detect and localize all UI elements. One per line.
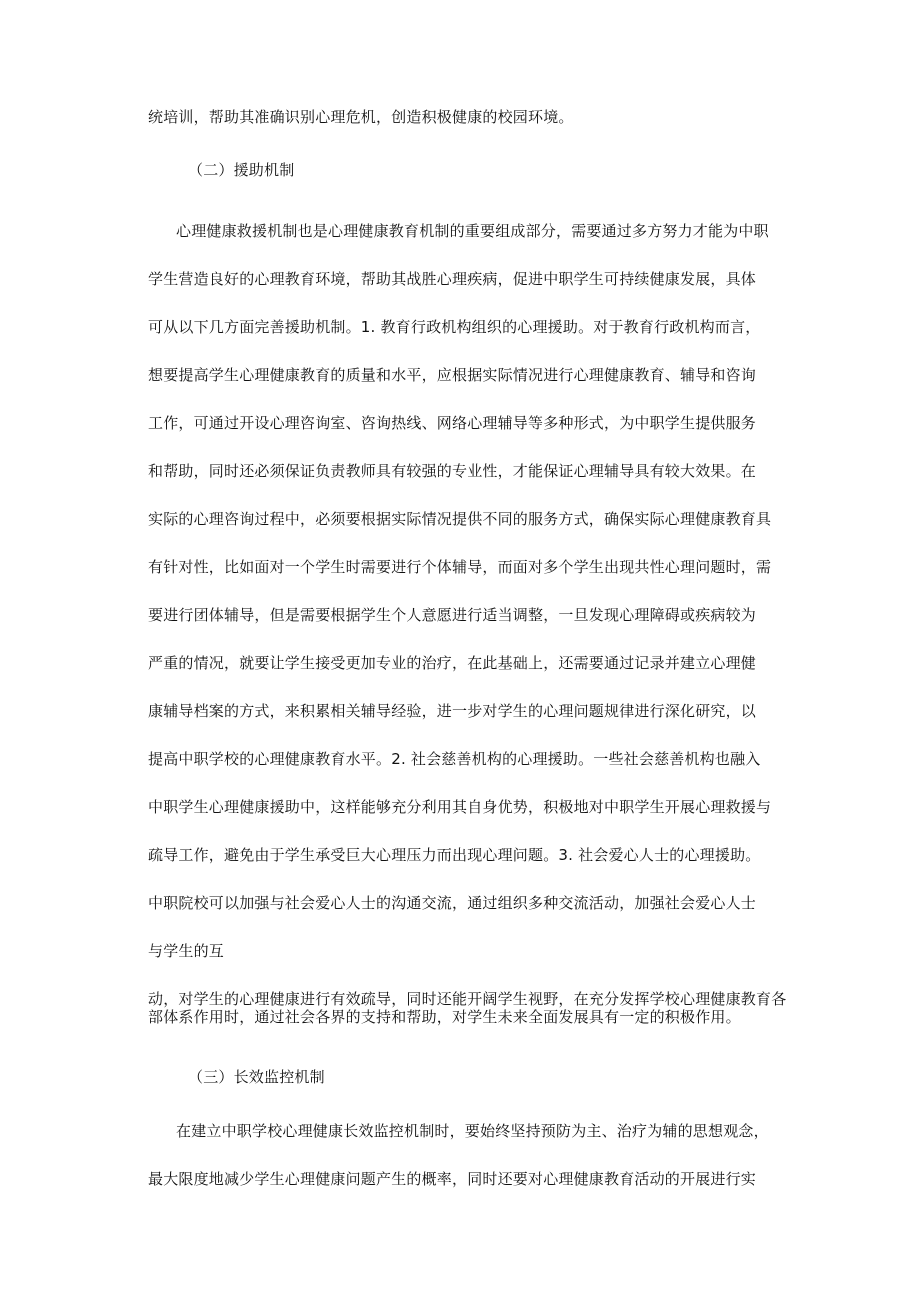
paragraph-line: 与学生的互: [148, 942, 225, 960]
paragraph-line: 想要提高学生心理健康教育的质量和水平，应根据实际情况进行心理健康教育、辅导和咨询: [148, 366, 757, 384]
paragraph-line: 工作，可通过开设心理咨询室、咨询热线、网络心理辅导等多种形式，为中职学生提供服务: [148, 414, 757, 432]
paragraph-line: 在建立中职学校心理健康长效监控机制时，要始终坚持预防为主、治疗为辅的思想观念，: [176, 1122, 769, 1140]
paragraph-line: 康辅导档案的方式，来积累相关辅导经验，进一步对学生的心理问题规律进行深化研究，以: [148, 702, 757, 720]
paragraph-line: 有针对性，比如面对一个学生时需要进行个体辅导，而面对多个学生出现共性心理问题时，需: [148, 558, 772, 576]
paragraph-line: 最大限度地减少学生心理健康问题产生的概率，同时还要对心理健康教育活动的开展进行实: [148, 1170, 757, 1188]
paragraph-line: 统培训，帮助其准确识别心理危机，创造积极健康的校园环境。: [148, 108, 574, 126]
paragraph-line: 心理健康救援机制也是心理健康教育机制的重要组成部分，需要通过多方努力才能为中职: [176, 222, 769, 240]
section-heading-assistance: （二）援助机制: [188, 161, 295, 179]
paragraph-line: 中职院校可以加强与社会爱心人士的沟通交流，通过组织多种交流活动，加强社会爱心人士: [148, 894, 757, 912]
paragraph-line: 学生营造良好的心理教育环境，帮助其战胜心理疾病，促进中职学生可持续健康发展，具体: [148, 270, 757, 288]
section-heading-monitoring: （三）长效监控机制: [188, 1068, 325, 1086]
paragraph-line: 要进行团体辅导，但是需要根据学生个人意愿进行适当调整，一旦发现心理障碍或疾病较为: [148, 606, 757, 624]
paragraph-line: 提高中职学校的心理健康教育水平。2. 社会慈善机构的心理援助。一些社会慈善机构也融入: [148, 750, 761, 768]
paragraph-line: 可从以下几方面完善援助机制。1. 教育行政机构组织的心理援助。对于教育行政机构而言，: [148, 318, 761, 336]
paragraph-line: 和帮助，同时还必须保证负责教师具有较强的专业性，才能保证心理辅导具有较大效果。在: [148, 462, 757, 480]
paragraph-line: 中职学生心理健康援助中，这样能够充分利用其自身优势，积极地对中职学生开展心理救援与: [148, 798, 772, 816]
paragraph-continuation: 动，对学生的心理健康进行有效疏导，同时还能开阔学生视野，在充分发挥学校心理健康教育各部体系作用时，通过社会各界的支持和帮助，对学生未来全面发展具有一定的积极作用。: [148, 990, 787, 1026]
paragraph-line: 疏导工作，避免由于学生承受巨大心理压力而出现心理问题。3. 社会爱心人士的心理援助。: [148, 846, 761, 864]
paragraph-line: 实际的心理咨询过程中，必须要根据实际情况提供不同的服务方式，确保实际心理健康教育具: [148, 510, 772, 528]
paragraph-line: 严重的情况，就要让学生接受更加专业的治疗，在此基础上，还需要通过记录并建立心理健: [148, 654, 757, 672]
